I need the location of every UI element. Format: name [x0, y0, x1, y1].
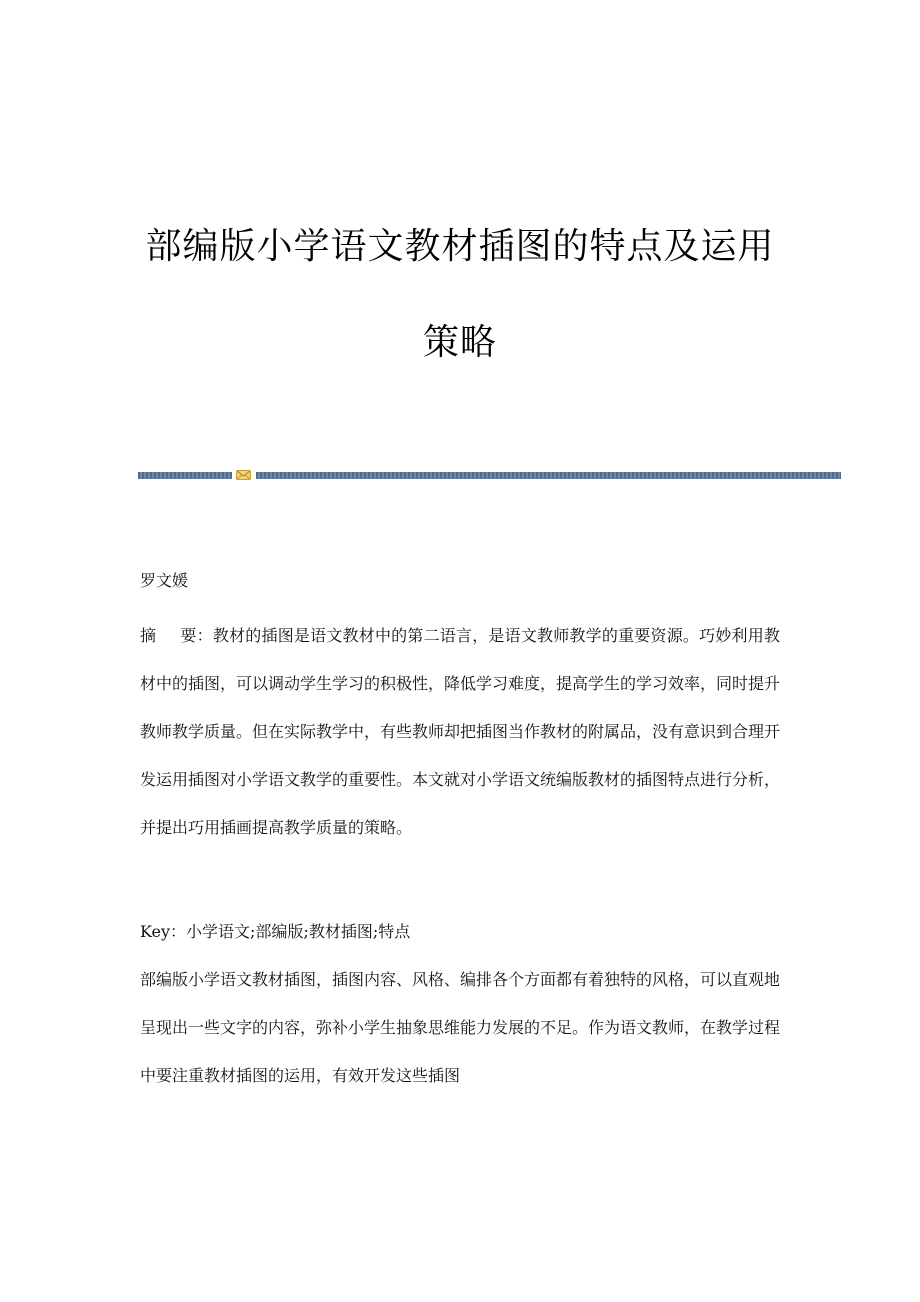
body-paragraph: 部编版小学语文教材插图，插图内容、风格、编排各个方面都有着独特的风格，可以直观地呈现出一些文字的内容，弥补小学生抽象思维能力发展的不足。作为语文教师，在教学过程中要注重教材插图的运用，有效开发这些插图: [140, 970, 781, 1085]
author-name: 罗文媛: [140, 571, 189, 590]
keywords-label: Key：: [140, 922, 187, 941]
document-title-line-2: 策略: [422, 322, 497, 363]
abstract-paragraph: [140, 612, 780, 852]
document-title-line-1: 部编版小学语文教材插图的特点及运用: [145, 226, 775, 267]
title-divider: [138, 470, 841, 480]
abstract-label-first: 摘: [140, 626, 157, 645]
divider-bar-left: [138, 472, 232, 479]
keywords-text: 小学语文;部编版;教材插图;特点: [186, 922, 411, 941]
divider-ornament-icon: [236, 470, 251, 480]
abstract-label-second: 要：: [180, 626, 213, 645]
keywords-line: [140, 908, 780, 956]
divider-bar-right: [256, 472, 841, 479]
abstract-text: 教材的插图是语文教材中的第二语言，是语文教师教学的重要资源。巧妙利用教材中的插图，可以调动学生学习的积极性，降低学习难度，提高学生的学习效率，同时提升教师教学质量。但在实际教学中，有些教师却把插图当作教材的附属品，没有意识到合理开发运用插图对小学语文教学的重要性。本文就对小学语文统编版教材的插图特点进行分析，并提出巧用插画提高教学质量的策略。: [140, 626, 781, 837]
